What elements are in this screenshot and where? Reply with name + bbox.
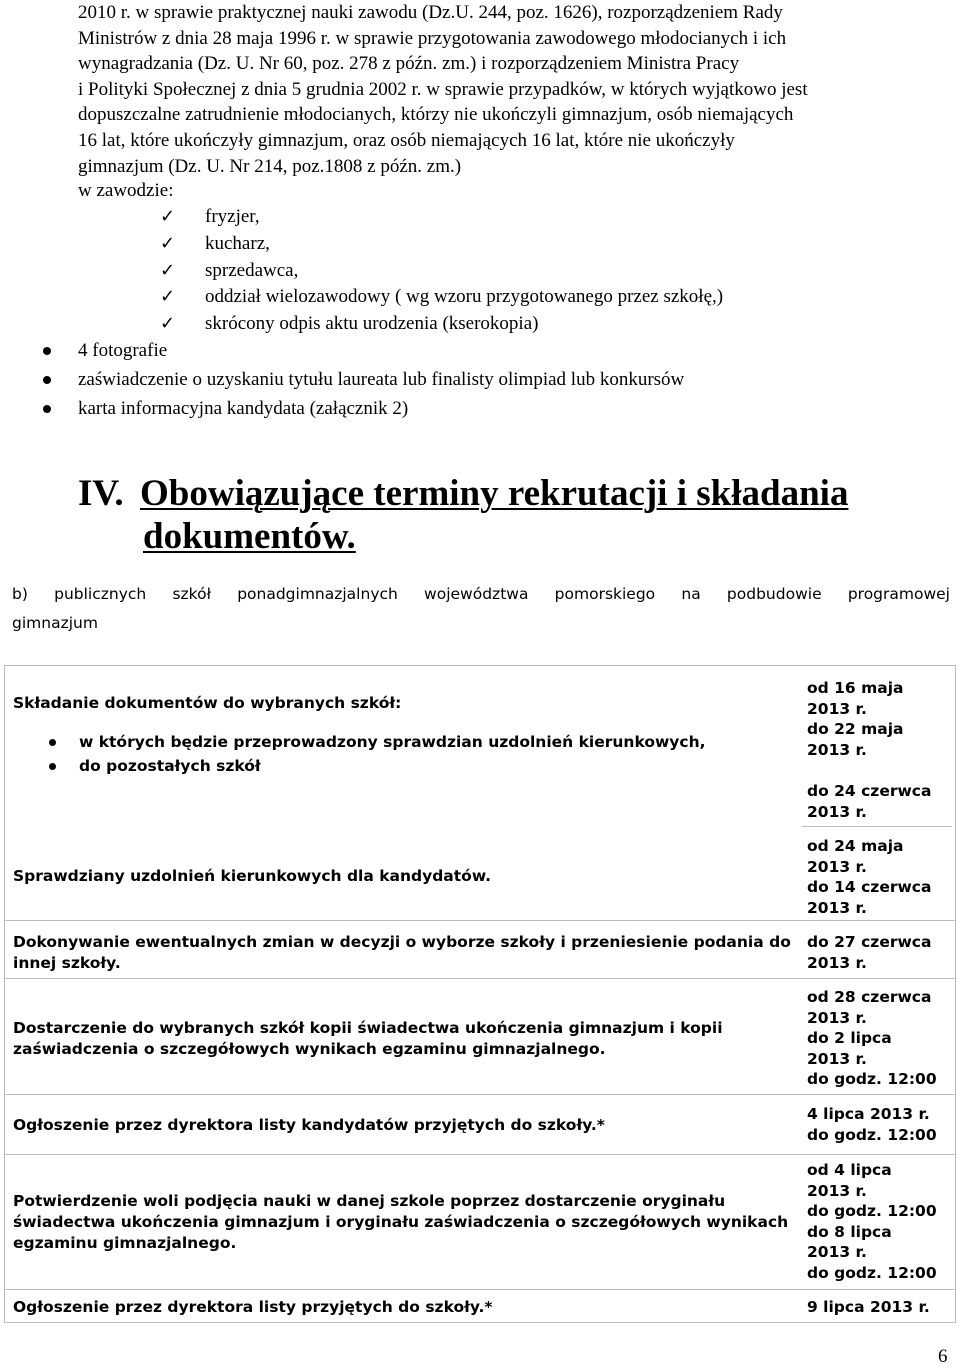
date-line: 2013 r. xyxy=(807,699,867,718)
section-title: Obowiązujące terminy rekrutacji i składania xyxy=(140,473,849,514)
bullet-icon xyxy=(49,739,56,746)
divider xyxy=(802,826,952,827)
sub-list xyxy=(13,730,793,778)
date-line: 2013 r. xyxy=(807,1243,867,1262)
date-line: do 24 czerwca xyxy=(807,781,932,800)
checklist-item xyxy=(160,284,723,311)
checklist-item-label: skrócony odpis aktu urodzenia (kserokopia) xyxy=(205,313,539,335)
date-line: 2013 r. xyxy=(807,1181,867,1200)
date-line: do godz. 12:00 xyxy=(807,1125,937,1144)
row-dates xyxy=(807,1160,957,1284)
table-row xyxy=(13,1297,793,1318)
checklist-item-label: oddział wielozawodowy ( wg wzoru przygotowanego przez szkołę,) xyxy=(205,286,724,308)
row-title: Sprawdziany uzdolnień kierunkowych dla kandydatów. xyxy=(13,867,492,885)
list-item xyxy=(40,336,684,365)
bullet-icon xyxy=(43,405,51,413)
row-title: Potwierdzenie woli podjęcia nauki w danej szkole poprzez dostarczenie oryginału świadectwa ukończenia gimnazjum i oryginału zaświadczenia o szczegółowych wynikach egzaminu gimnazjalnego. xyxy=(13,1192,789,1252)
date-line: do 27 czerwca xyxy=(807,933,932,951)
list-item-label: karta informacyjna kandydata (załącznik 2) xyxy=(78,398,409,419)
table-row xyxy=(13,1191,793,1254)
paragraph-line: gimnazjum (Dz. U. Nr 214, poz.1808 z późn. zm.) xyxy=(78,155,462,177)
section-number: IV. xyxy=(78,473,124,514)
date-line: od 16 maja xyxy=(807,679,904,697)
intro-paragraph xyxy=(78,0,952,179)
checkmark-icon: ✓ xyxy=(160,259,176,281)
row-title: Ogłoszenie przez dyrektora listy kandydatów przyjętych do szkoły.* xyxy=(13,1116,605,1134)
page-number: 6 xyxy=(938,1346,948,1367)
paragraph-line: 2010 r. w sprawie praktycznej nauki zawodu (Dz.U. 244, poz. 1626), rozporządzeniem Rady xyxy=(78,2,783,23)
checklist-item xyxy=(160,311,723,338)
checkmark-icon: ✓ xyxy=(160,232,176,254)
date-line: 2013 r. xyxy=(807,1049,867,1068)
date-line: od 24 maja xyxy=(807,837,904,855)
bullet-icon xyxy=(49,763,56,770)
row-dates xyxy=(807,1104,957,1145)
checklist-item xyxy=(160,231,723,258)
bullet-icon xyxy=(43,376,51,384)
date-line: 2013 r. xyxy=(807,802,867,821)
checkmark-icon: ✓ xyxy=(160,313,176,335)
date-line: 2013 r. xyxy=(807,740,867,759)
table-row xyxy=(13,866,793,887)
checklist-item xyxy=(160,258,723,285)
table-row xyxy=(13,932,793,974)
list-item-label: zaświadczenie o uzyskaniu tytułu laureata lub finalisty olimpiad lub konkursów xyxy=(78,369,685,390)
date-line: do 22 maja xyxy=(807,720,904,739)
row-dates xyxy=(807,678,957,822)
divider xyxy=(5,920,955,921)
list-item-label: 4 fotografie xyxy=(78,340,168,361)
row-title: Ogłoszenie przez dyrektora listy przyjętych do szkoły.* xyxy=(13,1298,493,1316)
table-row xyxy=(13,1018,793,1060)
divider xyxy=(5,1289,955,1290)
sub-list-item-label: do pozostałych szkół xyxy=(79,757,261,775)
paragraph-line: 16 lat, które ukończyły gimnazjum, oraz osób niemających 16 lat, które nie ukończyły xyxy=(78,129,735,151)
date-line: 2013 r. xyxy=(807,898,867,917)
date-line: do godz. 12:00 xyxy=(807,1202,937,1221)
paragraph-line: Ministrów z dnia 28 maja 1996 r. w sprawie przygotowania zawodowego młodocianych i ich xyxy=(78,27,787,49)
date-line: od 4 lipca xyxy=(807,1161,892,1179)
intro-b-line-2: gimnazjum xyxy=(12,614,98,632)
w-zawodzie-label: w zawodzie: xyxy=(78,180,174,201)
sub-list-item-label: w których będzie przeprowadzony sprawdzian uzdolnień kierunkowych, xyxy=(79,733,706,751)
documents-list xyxy=(40,336,684,423)
row-dates xyxy=(807,987,957,1090)
checklist-item-label: kucharz, xyxy=(205,232,270,254)
divider xyxy=(5,1154,955,1155)
table-row xyxy=(13,1115,793,1136)
row-title: Dostarczenie do wybranych szkół kopii świadectwa ukończenia gimnazjum i kopii zaświadczenia o szczegółowych wynikach egzaminu gimnazjalnego. xyxy=(13,1019,723,1058)
section-title-continued: dokumentów. xyxy=(143,516,356,557)
list-item xyxy=(40,394,684,423)
paragraph-line: wynagradzania (Dz. U. Nr 60, poz. 278 z późn. zm.) i rozporządzeniem Ministra Pracy xyxy=(78,53,740,75)
date-line: 2013 r. xyxy=(807,857,867,876)
row-title: Dokonywanie ewentualnych zmian w decyzji o wyborze szkoły i przeniesienie podania do innej szkoły. xyxy=(13,933,791,972)
row-dates xyxy=(807,1297,957,1318)
bullet-icon xyxy=(43,347,51,355)
paragraph-line: i Polityki Społecznej z dnia 5 grudnia 2002 r. w sprawie przypadków, w których wyjątkowo jest xyxy=(78,78,808,100)
schedule-table xyxy=(4,665,956,1323)
checklist-item-label: sprzedawca, xyxy=(205,259,299,281)
section-heading xyxy=(78,472,938,558)
date-line: do 2 lipca xyxy=(807,1029,892,1048)
sub-list-item xyxy=(13,754,793,778)
row-title: Składanie dokumentów do wybranych szkół: xyxy=(13,694,402,712)
paragraph-line: dopuszczalne zatrudnienie młodocianych, którzy nie ukończyli gimnazjum, osób niemających xyxy=(78,104,794,126)
row-dates xyxy=(807,836,957,918)
divider xyxy=(5,978,955,979)
table-row xyxy=(13,693,793,778)
checkmark-icon: ✓ xyxy=(160,206,176,227)
date-line: do godz. 12:00 xyxy=(807,1263,937,1282)
date-line: 2013 r. xyxy=(807,953,867,972)
date-line: do 14 czerwca xyxy=(807,878,932,897)
row-dates xyxy=(807,932,957,973)
date-line: 9 lipca 2013 r. xyxy=(807,1298,930,1316)
profession-checklist xyxy=(160,204,723,338)
sub-list-item xyxy=(13,730,793,754)
intro-b-line: b) publicznych szkół ponadgimnazjalnych województwa pomorskiego na podbudowie programowej xyxy=(12,585,950,603)
checklist-item xyxy=(160,204,723,231)
date-line: 4 lipca 2013 r. xyxy=(807,1105,930,1123)
list-item xyxy=(40,365,684,394)
checkmark-icon: ✓ xyxy=(160,286,176,308)
date-line: od 28 czerwca xyxy=(807,988,932,1006)
divider xyxy=(5,1094,955,1095)
date-line: 2013 r. xyxy=(807,1008,867,1027)
date-line: do 8 lipca xyxy=(807,1222,892,1241)
checklist-item-label: fryzjer, xyxy=(205,206,260,227)
date-line: do godz. 12:00 xyxy=(807,1070,937,1089)
